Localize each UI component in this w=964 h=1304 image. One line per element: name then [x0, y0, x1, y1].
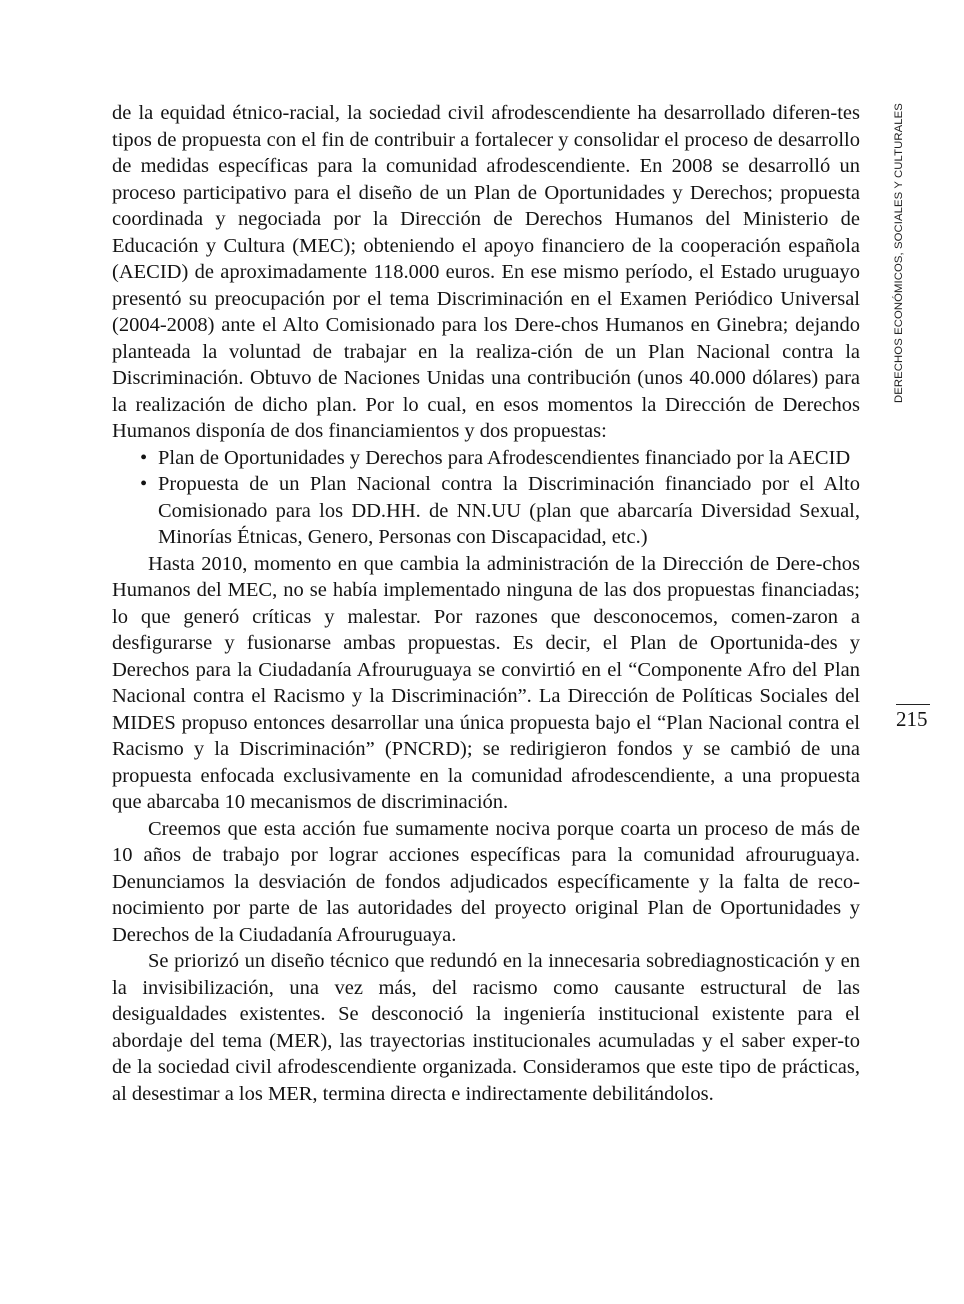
page-number-rule	[896, 704, 930, 705]
bullet-text: Propuesta de un Plan Nacional contra la Discriminación financiado por el Alto Comisionado para los DD.HH. de NN.UU (plan que abarcaría Diversidad Sexual, Minorías Étnicas, Genero, Personas con Discapacidad, etc.)	[158, 473, 860, 548]
paragraph-1: de la equidad étnico-racial, la sociedad civil afrodescendiente ha desarrollado diferen-tes tipos de propuesta con el fin de contribuir a fortalecer y consolidar el proceso de desarrollo de medidas específicas para la comunidad afrodescendiente. En 2008 se desarrolló un proceso participativo para el diseño de un Plan de Oportunidades y Derechos; propuesta coordinada y negociada por la Dirección de Derechos Humanos del Ministerio de Educación y Cultura (MEC); obteniendo el apoyo financiero de la cooperación española (AECID) de aproximadamente 118.000 euros. En ese mismo período, el Estado uruguayo presentó su preocupación por el tema Discriminación en el Examen Periódico Universal (2004-2008) ante el Alto Comisionado para los Dere-chos Humanos en Ginebra; dejando planteada la voluntad de trabajar en la realiza-ción de un Plan Nacional contra la Discriminación. Obtuvo de Naciones Unidas una contribución (unos 40.000 dólares) para la realización de dicho plan. Por lo cual, en esos momentos la Dirección de Derechos Humanos disponía de dos financiamientos y dos propuestas:	[112, 102, 860, 442]
bullet-item-2	[140, 471, 860, 551]
paragraph-2: Hasta 2010, momento en que cambia la administración de la Dirección de Dere-chos Humanos del MEC, no se había implementado ninguna de las dos propuestas financiadas; lo que generó críticas y malestar. Por razones que desconocemos, comen-zaron a desfigurarse y fusionarse ambas propuestas. Es decir, el Plan de Oportunida-des y Derechos para la Ciudadanía Afrouruguaya se convirtió en el “Componente Afro del Plan Nacional contra el Racismo y la Discriminación”. La Dirección de Políticas Sociales del MIDES propuso entonces desarrollar una única propuesta bajo el “Plan Nacional contra el Racismo y la Discriminación” (PNCRD); se redirigieron fondos y se cambió de una propuesta enfocada exclusivamente en la comunidad afrodescendiente, a una propuesta que abarcaba 10 mecanismos de discriminación.	[112, 552, 860, 813]
bullet-list	[112, 445, 860, 551]
paragraph-3: Creemos que esta acción fue sumamente nociva porque coarta un proceso de más de 10 años de trabajo por lograr acciones específicas para la comunidad afrouruguaya. Denunciamos la desviación de fondos adjudicados específicamente y la falta de reco-nocimiento por parte de las autoridades del proyecto original Plan de Oportunidades y Derechos de la Ciudadanía Afrouruguaya.	[112, 817, 860, 946]
bullet-symbol: •	[140, 473, 148, 495]
page-number: 215	[896, 707, 928, 731]
bullet-item-1	[140, 445, 860, 472]
paragraph-4: Se priorizó un diseño técnico que redundó en la innecesaria sobrediagnosticación y en la invisibilización, una vez más, del racismo como causante estructural de las desigualdades existentes. Se desconoció la ingeniería institucional existente para el abordaje del tema (MER), las trayectorias institucionales acumuladas y el saber exper-to de la sociedad civil afrodescendiente organizada. Consideramos que este tipo de prácticas, al desestimar a los MER, termina directa e indirectamente debilitándolos.	[112, 950, 860, 1105]
running-header: DERECHOS ECONÓMICOS, SOCIALES Y CULTURALES	[893, 103, 905, 403]
body-text	[112, 100, 860, 1107]
bullet-symbol: •	[140, 446, 148, 469]
bullet-text: Plan de Oportunidades y Derechos para Afrodescendientes financiado por la AECID	[158, 446, 851, 469]
